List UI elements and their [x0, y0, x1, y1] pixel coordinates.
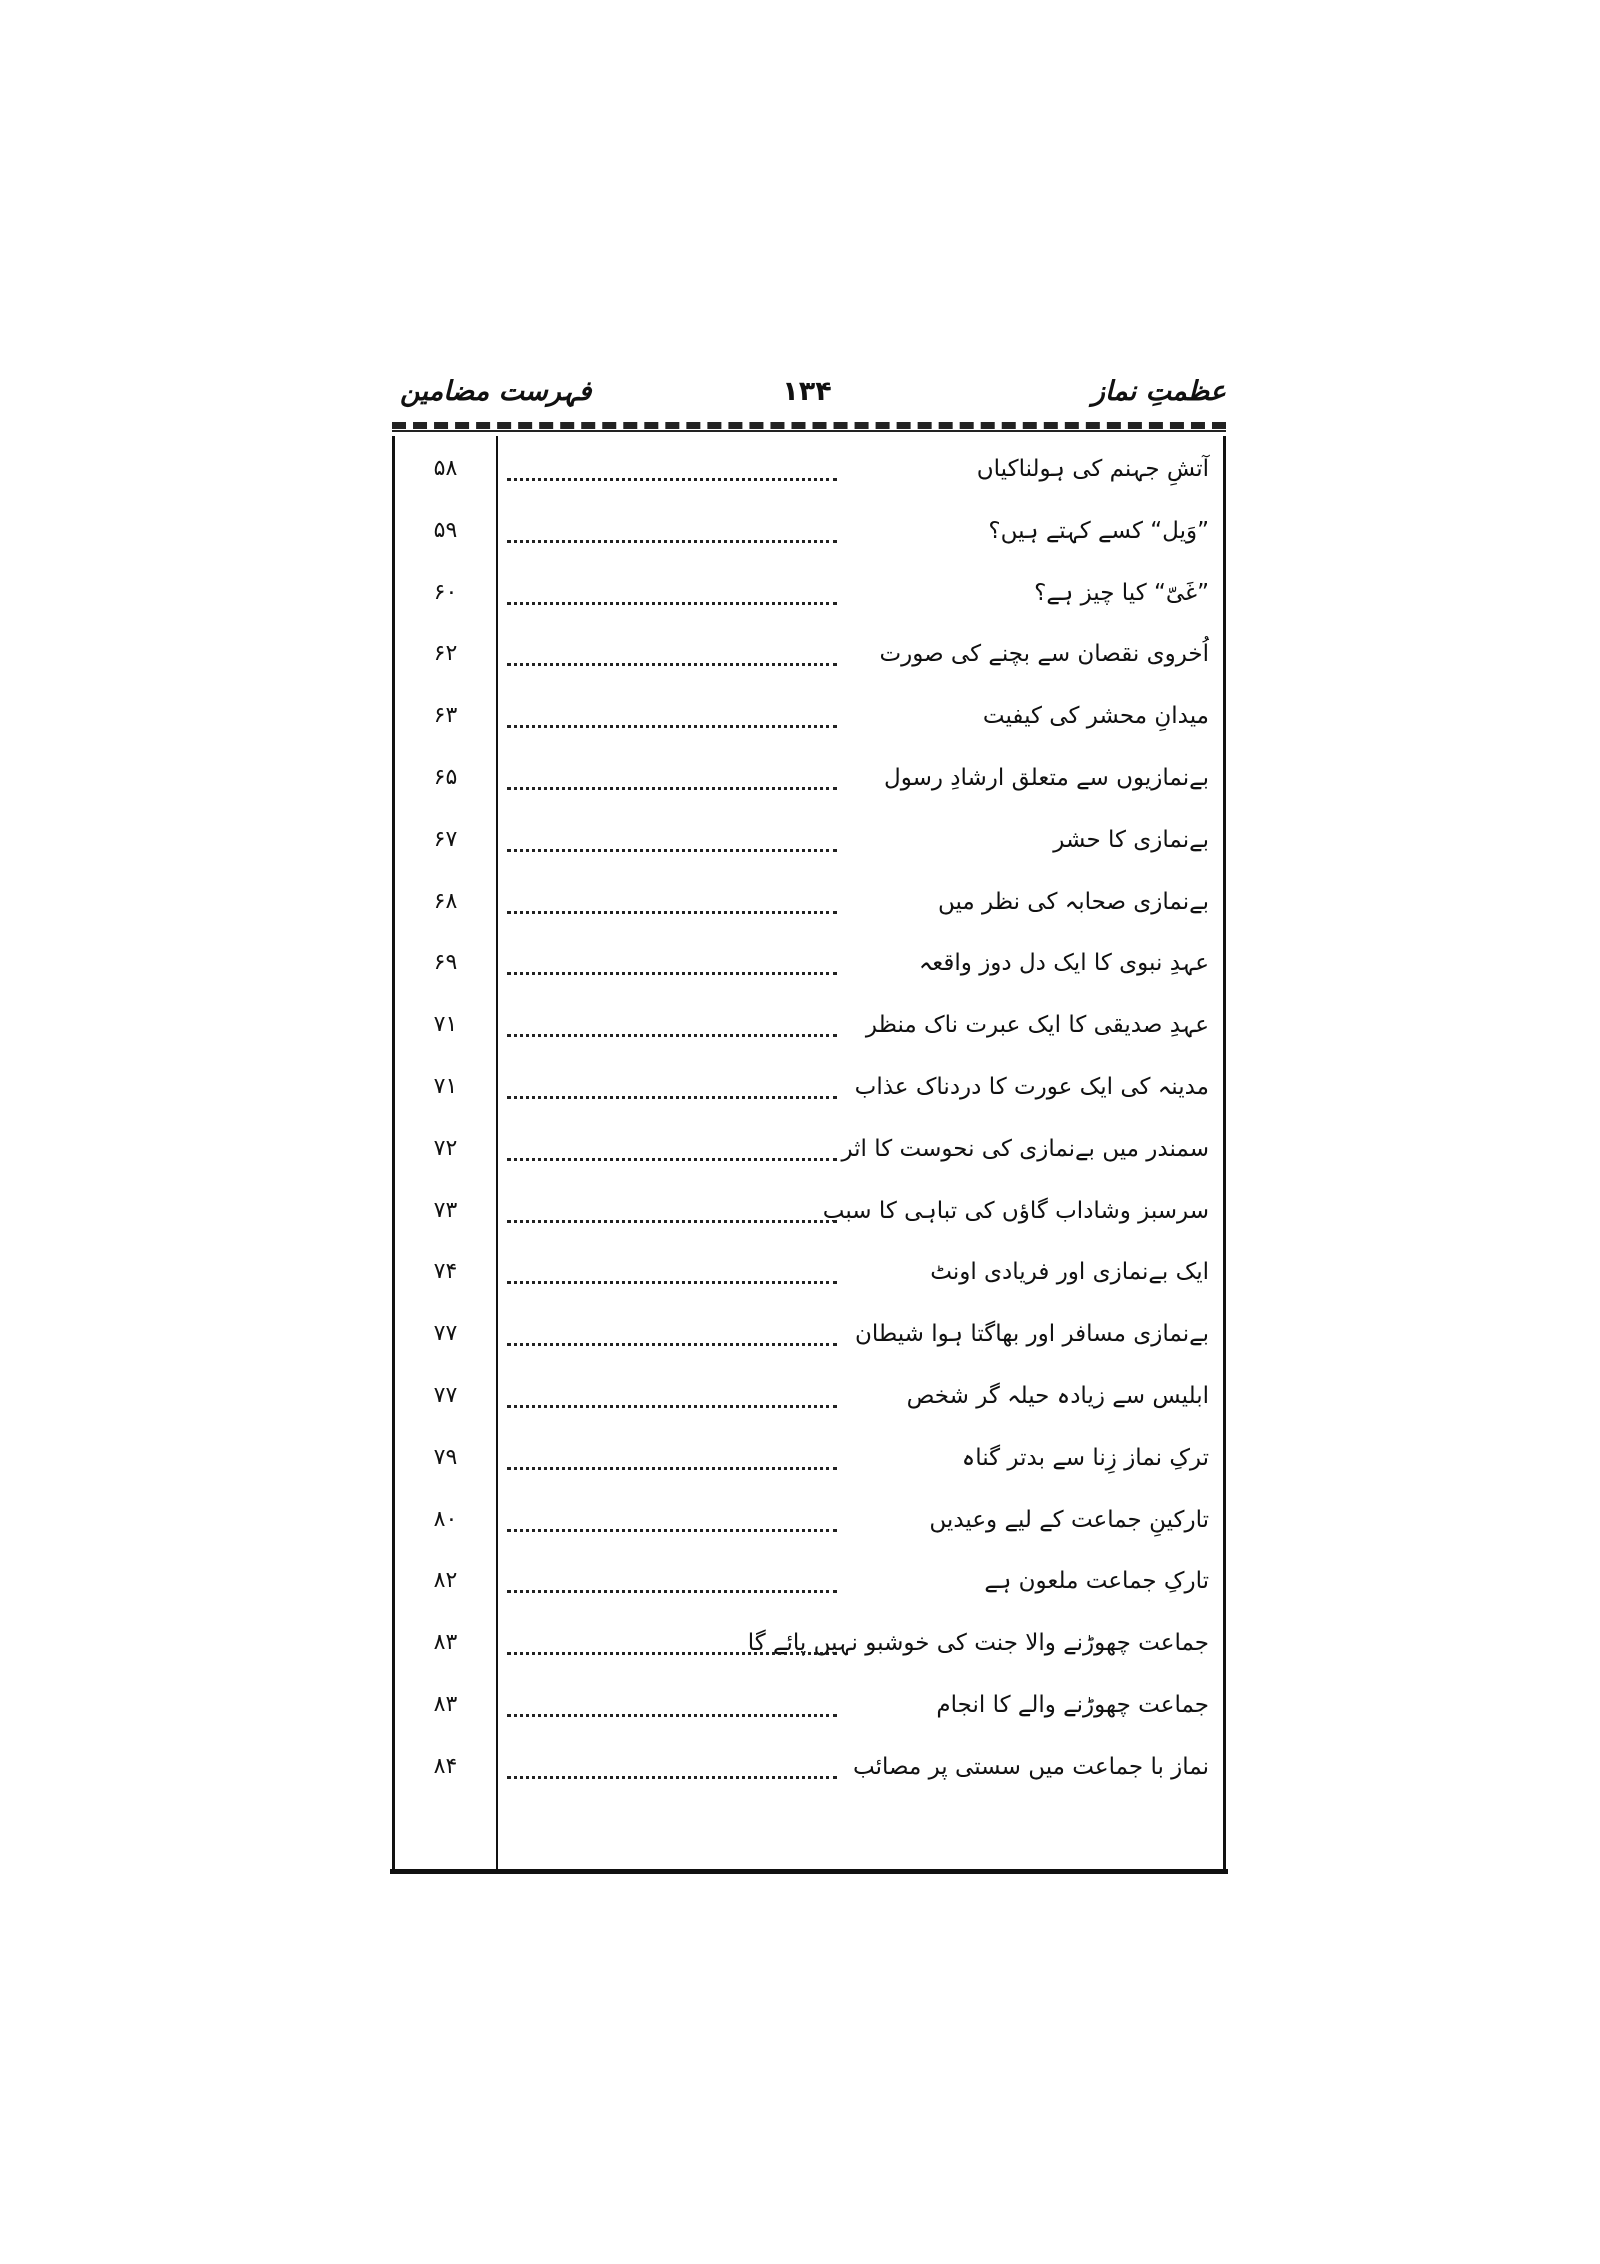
toc-rows [395, 444, 1223, 1804]
toc-entry-title: عہدِ نبوی کا ایک دل دوز واقعہ [918, 950, 1209, 977]
toc-entry-title: آتشِ جہنم کی ہولناکیاں [976, 456, 1209, 482]
toc-entry-title: بےنمازی کا حشر [1053, 826, 1209, 853]
toc-row [395, 691, 1223, 753]
toc-entry-title: ”وَیل“ کسے کہتے ہیں؟ [988, 517, 1209, 544]
toc-entry-page: ۷۱ [433, 1012, 458, 1038]
toc-entry-title: ترکِ نماز زِنا سے بدتر گناہ [961, 1444, 1209, 1471]
dot-leader [507, 478, 837, 481]
toc-entry-page: ۶۵ [433, 764, 458, 790]
toc-row [395, 1062, 1223, 1124]
dot-leader [507, 972, 837, 975]
dot-leader [507, 1405, 837, 1408]
toc-entry-title: بےنمازیوں سے متعلق ارشادِ رسول [884, 764, 1209, 791]
toc-entry-page: ۸۳ [433, 1630, 458, 1656]
toc-entry-title: ایک بےنمازی اور فریادی اونٹ [930, 1259, 1209, 1286]
dot-leader [507, 1158, 837, 1161]
toc-entry-page: ۶۷ [433, 826, 458, 852]
toc-entry-title: میدانِ محشر کی کیفیت [982, 703, 1209, 730]
toc-entry-page: ۶۰ [433, 579, 458, 605]
toc-row [395, 1556, 1223, 1618]
toc-row [395, 1680, 1223, 1742]
toc-entry-title: جماعت چھوڑنے والے کا انجام [936, 1691, 1209, 1718]
toc-row [395, 815, 1223, 877]
toc-entry-title: تارکینِ جماعت کے لیے وعیدیں [929, 1506, 1209, 1533]
toc-row [395, 506, 1223, 568]
toc-row [395, 444, 1223, 506]
book-title: عظمتِ نماز [1091, 376, 1226, 407]
toc-entry-title: سمندر میں بےنمازی کی نحوست کا اثر [841, 1135, 1209, 1162]
toc-entry-page: ۸۳ [433, 1691, 458, 1717]
toc-row [395, 1124, 1223, 1186]
toc-entry-page: ۵۸ [433, 456, 458, 481]
toc-entry-title: جماعت چھوڑنے والا جنت کی خوشبو نہیں پائے گا [747, 1630, 1209, 1657]
toc-row [395, 938, 1223, 1000]
dot-leader [507, 602, 837, 605]
toc-entry-page: ۶۳ [433, 703, 458, 729]
toc-row [395, 1742, 1223, 1804]
toc-entry-page: ۵۹ [433, 517, 458, 543]
toc-row [395, 1186, 1223, 1248]
dot-leader [507, 1281, 837, 1284]
toc-entry-title: سرسبز وشاداب گاؤں کی تباہی کا سبب [822, 1197, 1209, 1224]
dot-leader [507, 1467, 837, 1470]
toc-entry-page: ۷۹ [433, 1444, 458, 1470]
dot-leader [507, 725, 837, 728]
header-rule [392, 430, 1226, 432]
dot-leader [507, 1590, 837, 1593]
dot-leader [507, 1034, 837, 1037]
dot-leader [507, 1343, 837, 1346]
toc-entry-page: ۸۰ [433, 1506, 458, 1532]
toc-row [395, 1247, 1223, 1309]
toc-entry-title: عہدِ صدیقی کا ایک عبرت ناک منظر [865, 1012, 1209, 1039]
dot-leader [507, 911, 837, 914]
toc-entry-page: ۶۹ [433, 950, 458, 976]
toc-row [395, 629, 1223, 691]
toc-entry-title: بےنمازی صحابہ کی نظر میں [937, 888, 1209, 915]
bottom-rule [390, 1869, 1228, 1874]
toc-entry-title: اُخروی نقصان سے بچنے کی صورت [879, 641, 1209, 668]
table-of-contents [392, 436, 1226, 1869]
toc-entry-page: ۶۸ [433, 888, 458, 914]
page-number: ۱۳۴ [782, 376, 832, 407]
toc-entry-title: نماز با جماعت میں سستی پر مصائب [853, 1753, 1209, 1780]
dot-leader [507, 1096, 837, 1099]
toc-entry-page: ۷۷ [433, 1382, 458, 1408]
toc-entry-title: ”غَیّ“ کیا چیز ہے؟ [1034, 579, 1209, 606]
toc-entry-page: ۸۴ [433, 1753, 458, 1779]
toc-entry-page: ۷۱ [433, 1073, 458, 1099]
dot-leader [507, 1220, 837, 1223]
dot-leader [507, 1776, 837, 1779]
toc-entry-page: ۷۷ [433, 1321, 458, 1347]
toc-row [395, 1371, 1223, 1433]
toc-entry-title: ابلیس سے زیادہ حیلہ گر شخص [906, 1382, 1209, 1409]
toc-row [395, 1309, 1223, 1371]
toc-entry-page: ۶۲ [433, 641, 458, 667]
dot-leader [507, 1529, 837, 1532]
toc-entry-page: ۷۳ [433, 1197, 458, 1223]
section-title: فہرست مضامین [400, 376, 592, 407]
toc-entry-page: ۷۲ [433, 1135, 458, 1161]
dot-leader [507, 540, 837, 543]
toc-entry-title: تارکِ جماعت ملعون ہے [984, 1568, 1209, 1595]
toc-entry-title: مدینہ کی ایک عورت کا دردناک عذاب [854, 1073, 1209, 1100]
dot-leader [507, 849, 837, 852]
toc-entry-page: ۷۴ [433, 1259, 458, 1285]
dot-leader [507, 787, 837, 790]
toc-row [395, 877, 1223, 939]
toc-row [395, 753, 1223, 815]
header-dashed-rule [392, 422, 1226, 429]
toc-row [395, 1618, 1223, 1680]
toc-row [395, 1433, 1223, 1495]
toc-entry-page: ۸۲ [433, 1568, 458, 1594]
page-header [392, 376, 1226, 420]
dot-leader [507, 1714, 837, 1717]
toc-row [395, 1000, 1223, 1062]
toc-entry-title: بےنمازی مسافر اور بھاگتا ہوا شیطان [854, 1321, 1209, 1348]
dot-leader [507, 663, 837, 666]
dot-leader [507, 1652, 837, 1655]
toc-row [395, 1495, 1223, 1557]
toc-row [395, 568, 1223, 630]
